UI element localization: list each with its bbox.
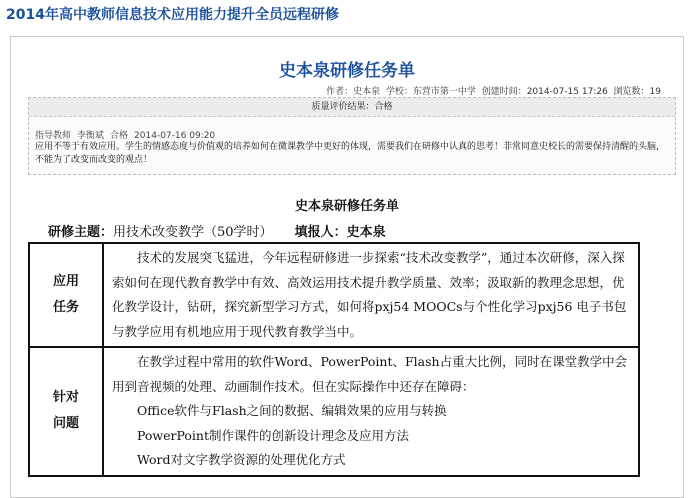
row-paragraph: 技术的发展突飞猛进，今年远程研修进一步探索“技术改变教学”，通过本次研修，深入探索如何在现代教育教学中有效、高效运用技术提升教学质量、效率；汲取新的教理念思想，优化教学设计，钻研，探究新型学习方式，如何将pxj54 MOOCs与个性化学习pxj56 电子书包与教学应用有机地应用于现代教育教学当中。 — [112, 250, 627, 339]
created-label: 创建时间： — [481, 87, 527, 97]
author-name: 史本泉 — [353, 87, 381, 97]
row-header-line: 任务 — [52, 300, 79, 315]
result-value: 合格 — [374, 102, 393, 112]
reporter-label: 填报人： — [294, 225, 347, 240]
school-label: 学校： — [385, 87, 413, 97]
evaluation-box — [28, 97, 676, 175]
list-item: PowerPoint制作课件的创新设计理念及应用方法 — [137, 427, 410, 443]
row-header-line: 问题 — [52, 416, 79, 432]
table-row — [29, 243, 639, 347]
list-item: Office软件与Flash之间的数据、编辑效果的应用与转换 — [137, 403, 447, 418]
teacher-name: 李衡斌 — [77, 131, 105, 141]
row-content — [103, 243, 639, 347]
task-table — [28, 242, 640, 477]
teacher-comment: 应用不等于有效应用。学生的情感态度与价值观的培养如何在微课教学中更好的体现，需要我们在研修中认真的思考！非常同意史校长的需要保持清醒的头脑，不能为了改变而改变的观点！ — [35, 142, 666, 165]
topic-label: 研修主题： — [48, 225, 114, 240]
content-title: 史本泉研修任务单 — [294, 199, 399, 214]
teacher-line — [35, 128, 221, 141]
author-label: 作者： — [326, 87, 354, 97]
evaluation-result-bar — [29, 98, 675, 117]
evaluation-date: 2014-07-16 09:20 — [134, 131, 216, 141]
row-content — [103, 347, 639, 476]
row-header — [29, 347, 103, 476]
created-time: 2014-07-15 17:26 — [526, 87, 608, 97]
row-header — [29, 243, 103, 347]
teacher-label: 指导教师 — [35, 131, 72, 141]
row-header-line: 应用 — [52, 274, 79, 289]
row-paragraph: 在教学过程中常用的软件Word、PowerPoint、Flash占重大比例，同时在课堂教学中会用到音视频的处理、动画制作技术。但在实际操作中还存在障碍： — [112, 354, 628, 394]
school-name: 东营市第一中学 — [412, 87, 476, 97]
views-label: 浏览数： — [613, 87, 650, 97]
site-title: 2014年高中教师信息技术应用能力提升全员远程研修 — [6, 7, 339, 23]
page-title: 史本泉研修任务单 — [279, 61, 415, 81]
result-label: 质量评价结果： — [311, 102, 375, 112]
document-meta — [326, 84, 661, 97]
reporter-name: 史本泉 — [346, 225, 386, 240]
table-row — [29, 347, 639, 476]
list-item: Word对文字教学资源的处理优化方式 — [137, 452, 346, 467]
document-panel — [10, 36, 684, 498]
row-header-line: 针对 — [52, 390, 79, 406]
topic-line — [48, 221, 386, 240]
teacher-grade: 合格 — [110, 131, 129, 141]
topic-value: 用技术改变教学（50学时） — [113, 225, 273, 240]
views-count: 19 — [649, 87, 661, 97]
